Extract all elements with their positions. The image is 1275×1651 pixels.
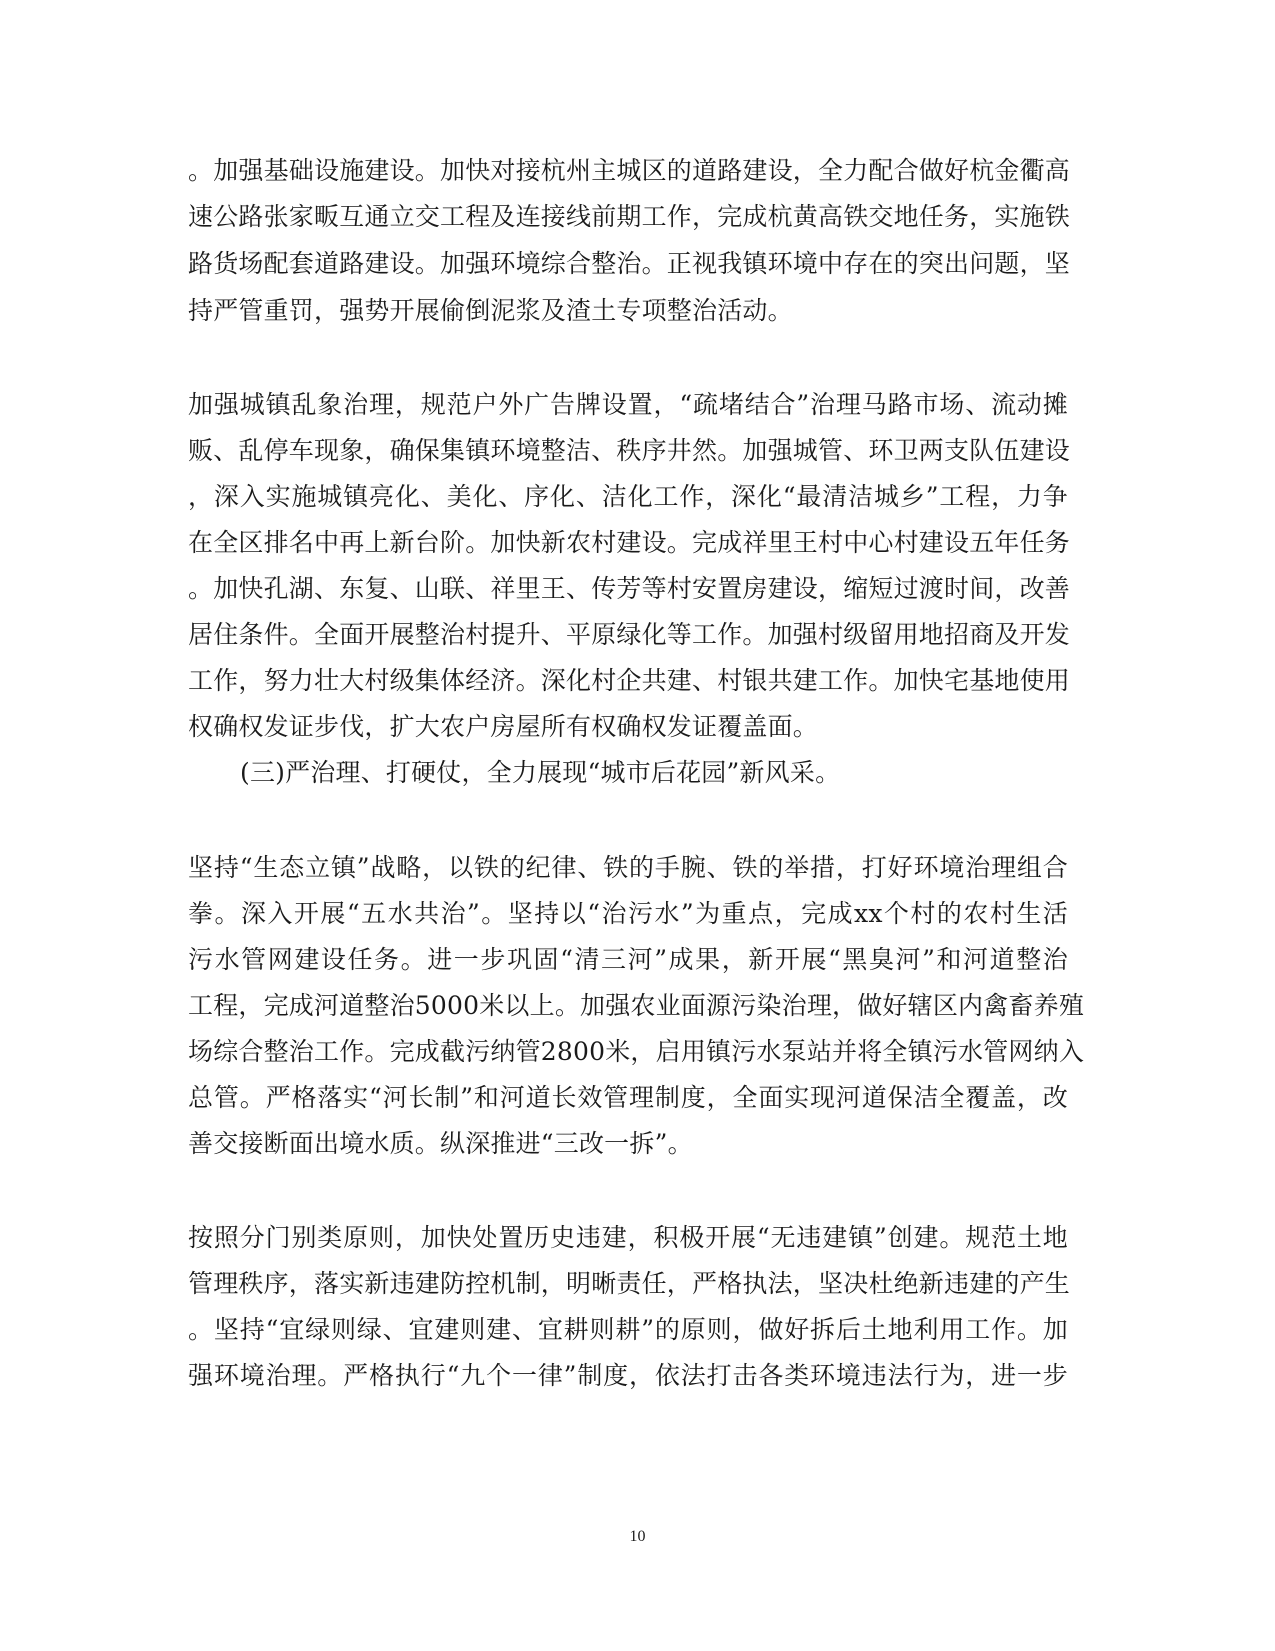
text-line: 路货场配套道路建设。加强环境综合整治。正视我镇环境中存在的突出问题，坚 [188, 249, 1071, 278]
text-line: 强环境治理。严格执行“九个一律”制度，依法打击各类环境违法行为，进一步 [188, 1361, 1068, 1390]
text-line: 贩、乱停车现象，确保集镇环境整洁、秩序井然。加强城管、环卫两支队伍建设 [188, 436, 1071, 465]
text-line: 。坚持“宜绿则绿、宜建则建、宜耕则耕”的原则，做好拆后土地利用工作。加 [188, 1315, 1068, 1344]
text-line: 总管。严格落实“河长制”和河道长效管理制度，全面实现河道保洁全覆盖，改 [188, 1083, 1068, 1112]
text-line: 。加强基础设施建设。加快对接杭州主城区的道路建设，全力配合做好杭金衢高 [188, 156, 1071, 185]
text-line: 拳。深入开展“五水共治”。坚持以“治污水”为重点，完成xx个村的农村生活 [188, 899, 1068, 928]
text-line: 居住条件。全面开展整治村提升、平原绿化等工作。加强村级留用地招商及开发 [188, 620, 1071, 649]
page-number: 10 [629, 1528, 646, 1545]
text-line: 速公路张家畈互通立交工程及连接线前期工作，完成杭黄高铁交地任务，实施铁 [188, 202, 1071, 231]
text-line: ，深入实施城镇亮化、美化、序化、洁化工作，深化“最清洁城乡”工程，力争 [188, 482, 1068, 511]
section-heading: (三)严治理、打硬仗，全力展现“城市后花园”新风采。 [240, 758, 841, 787]
text-line: 善交接断面出境水质。纵深推进“三改一拆”。 [188, 1129, 693, 1158]
text-line: 场综合整治工作。完成截污纳管2800米，启用镇污水泵站并将全镇污水管网纳入 [188, 1037, 1085, 1066]
text-line: 持严管重罚，强势开展偷倒泥浆及渣土专项整治活动。 [188, 296, 793, 325]
text-line: 加强城镇乱象治理，规范户外广告牌设置，“疏堵结合”治理马路市场、流动摊 [188, 390, 1068, 419]
text-line: 污水管网建设任务。进一步巩固“清三河”成果，新开展“黑臭河”和河道整治 [188, 945, 1068, 974]
text-line: 按照分门别类原则，加快处置历史违建，积极开展“无违建镇”创建。规范土地 [188, 1223, 1068, 1252]
text-line: 权确权发证步伐，扩大农户房屋所有权确权发证覆盖面。 [188, 712, 819, 741]
text-line: 坚持“生态立镇”战略，以铁的纪律、铁的手腕、铁的举措，打好环境治理组合 [188, 853, 1068, 882]
text-line: 工程，完成河道整治5000米以上。加强农业面源污染治理，做好辖区内禽畜养殖 [188, 991, 1085, 1020]
text-line: 管理秩序，落实新违建防控机制，明晰责任，严格执法，坚决杜绝新违建的产生 [188, 1269, 1071, 1298]
text-line: 。加快孔湖、东复、山联、祥里王、传芳等村安置房建设，缩短过渡时间，改善 [188, 574, 1071, 603]
text-line: 工作，努力壮大村级集体经济。深化村企共建、村银共建工作。加快宅基地使用 [188, 666, 1071, 695]
text-line: 在全区排名中再上新台阶。加快新农村建设。完成祥里王村中心村建设五年任务 [188, 528, 1071, 557]
